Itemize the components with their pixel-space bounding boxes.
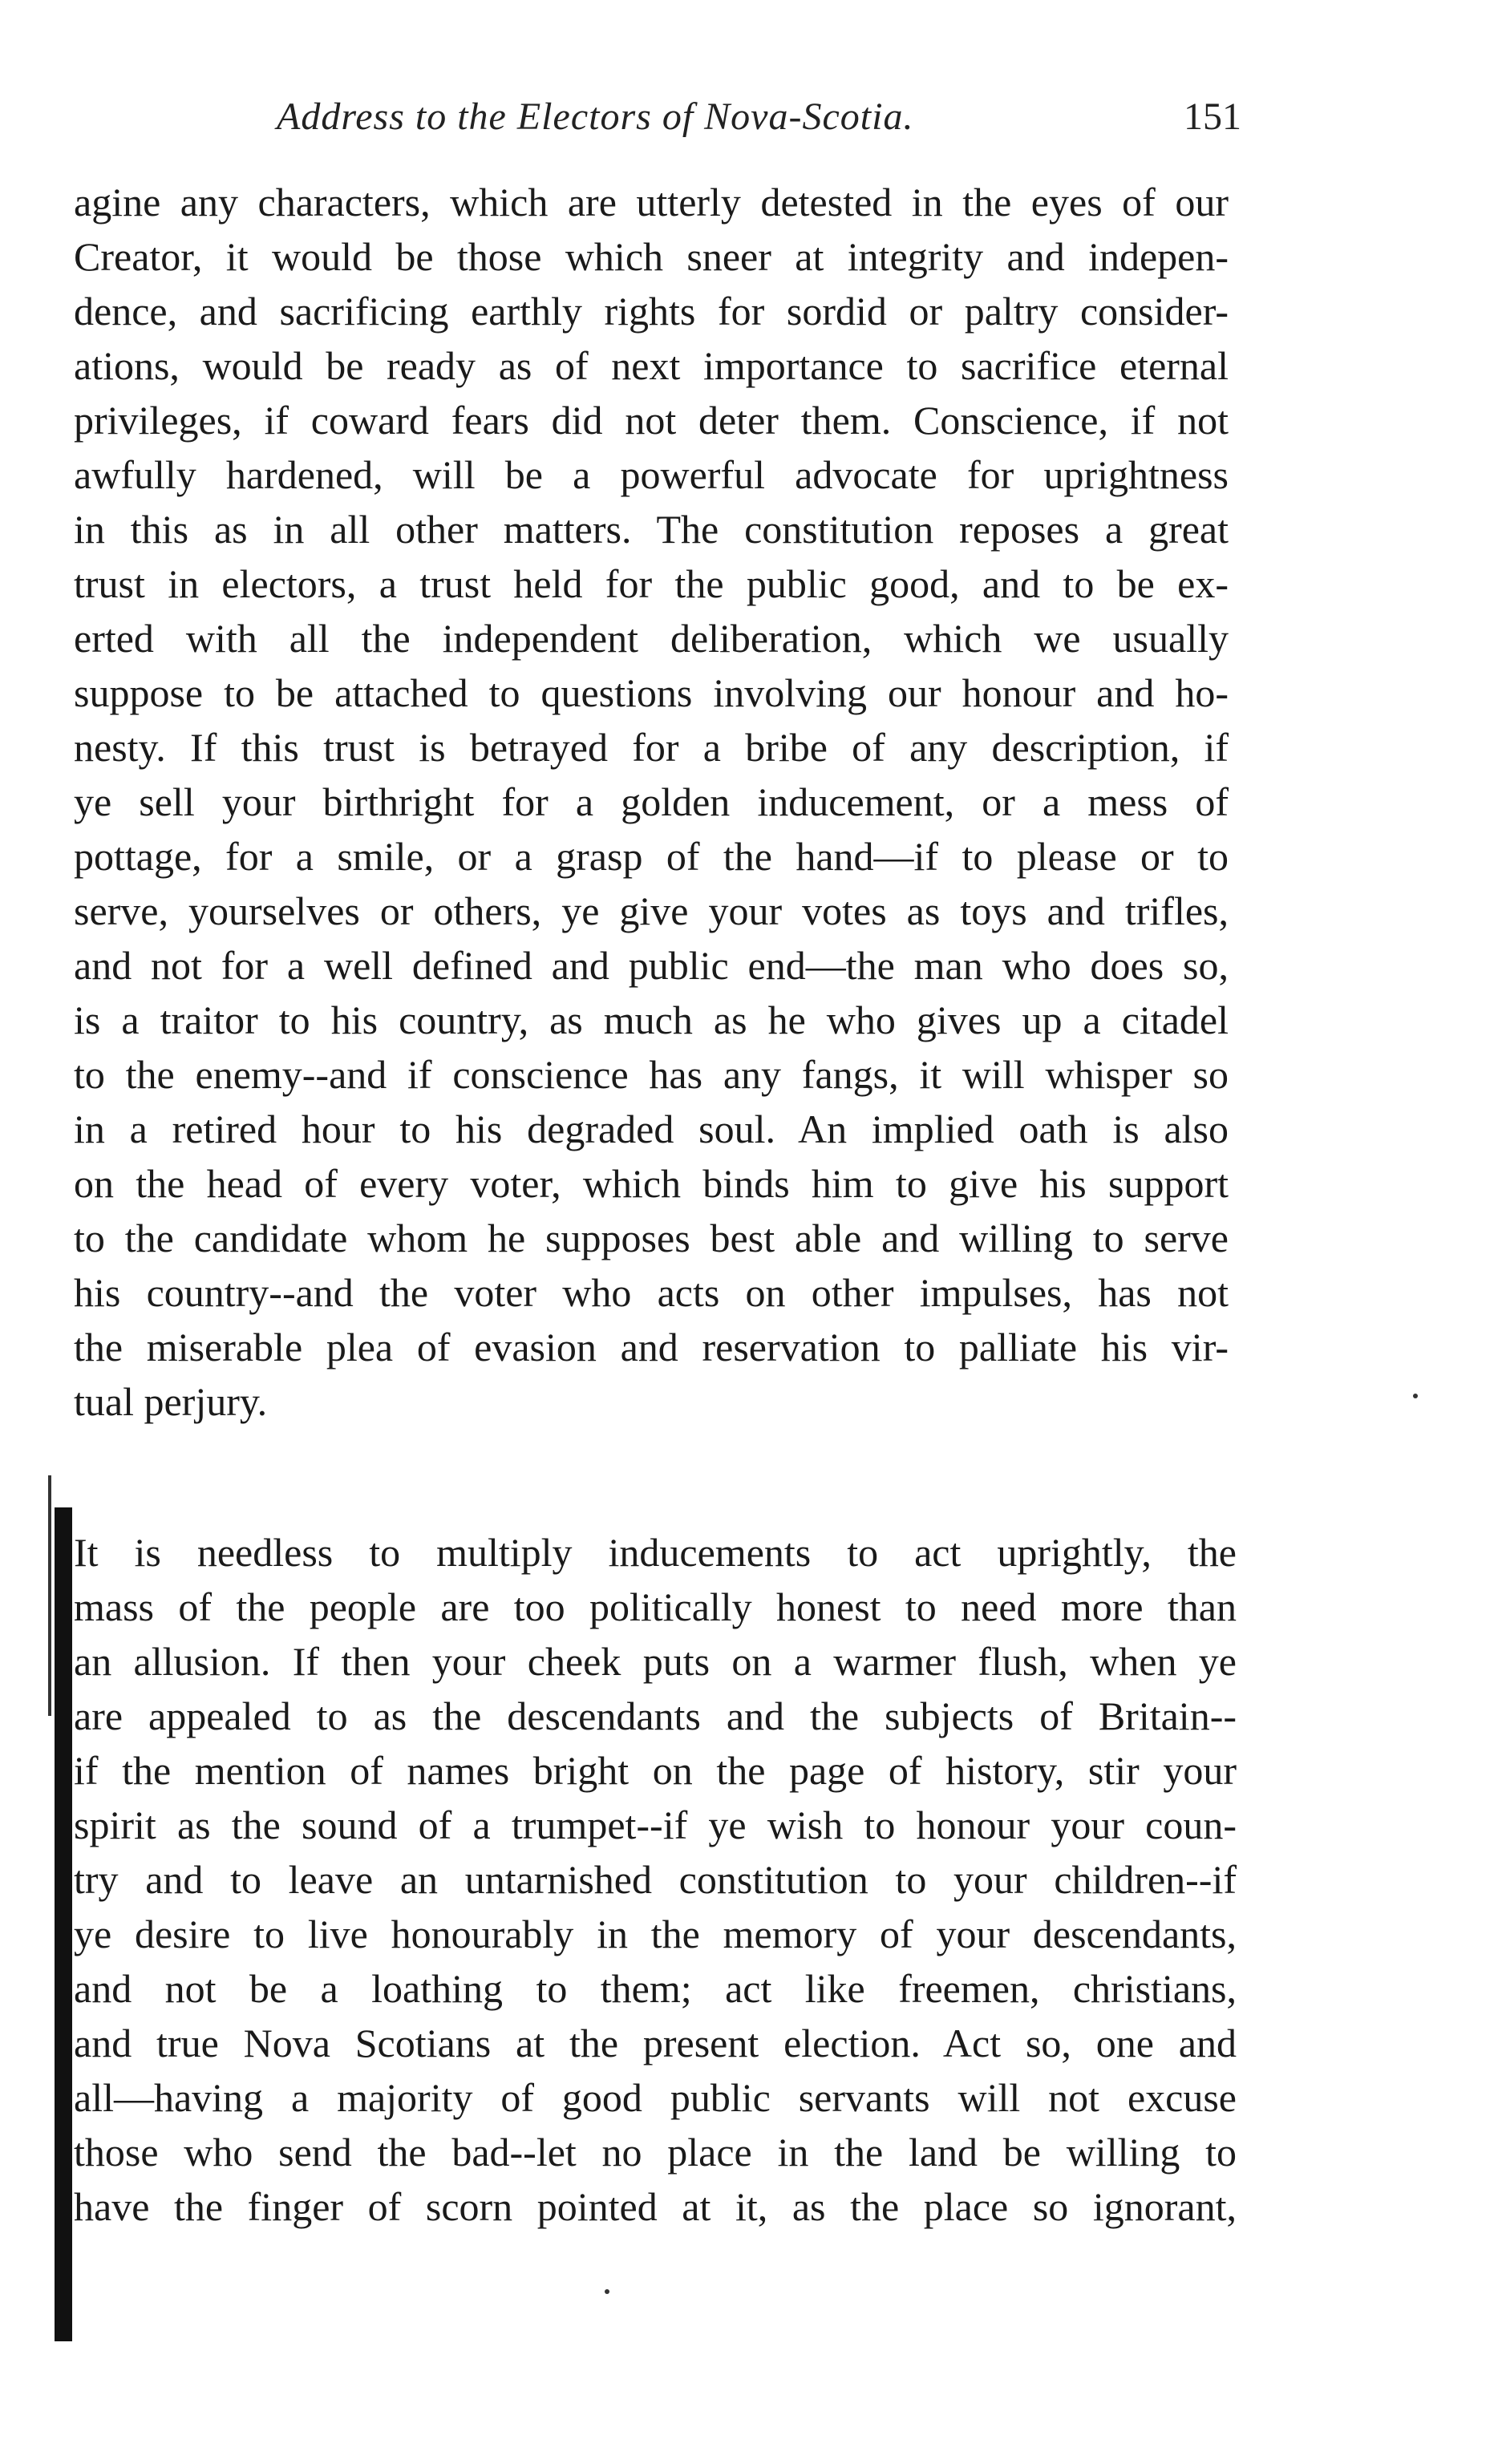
text-line: nesty. If this trust is betrayed for a bribe of any description, if xyxy=(74,725,1229,770)
text-line: if the mention of names bright on the page of history, stir your xyxy=(74,1748,1237,1793)
running-header xyxy=(0,95,1502,151)
margin-scan-mark xyxy=(55,1507,72,2341)
body-paragraph xyxy=(74,1525,1237,2234)
text-line: try and to leave an untarnished constitution to your children--if xyxy=(74,1857,1237,1902)
text-line: his country--and the voter who acts on other impulses, has not xyxy=(74,1270,1229,1315)
text-line: have the finger of scorn pointed at it, as the place so ignorant, xyxy=(74,2184,1237,2229)
ink-speck xyxy=(1413,1394,1418,1398)
text-line: in this as in all other matters. The constitution reposes a great xyxy=(74,507,1229,552)
body-paragraph xyxy=(74,175,1229,1429)
text-line: It is needless to multiply inducements to act uprightly, the xyxy=(74,1530,1237,1575)
text-line: in a retired hour to his degraded soul. An implied oath is also xyxy=(74,1107,1229,1151)
text-line: erted with all the independent deliberation, which we usually xyxy=(74,616,1229,661)
text-line: pottage, for a smile, or a grasp of the hand—if to please or to xyxy=(74,834,1229,879)
text-line: and not be a loathing to them; act like freemen, christians, xyxy=(74,1966,1237,2011)
page-number: 151 xyxy=(1184,95,1241,138)
text-line: is a traitor to his country, as much as he who gives up a citadel xyxy=(74,997,1229,1042)
text-line: to the candidate whom he supposes best able and willing to serve xyxy=(74,1216,1229,1260)
text-line: those who send the bad--let no place in the land be willing to xyxy=(74,2130,1237,2175)
text-line: mass of the people are too politically honest to need more than xyxy=(74,1584,1237,1629)
text-line: the miserable plea of evasion and reservation to palliate his vir- xyxy=(74,1325,1229,1370)
ink-speck xyxy=(605,2289,609,2294)
running-title: Address to the Electors of Nova-Scotia. xyxy=(277,95,914,138)
text-line: tual perjury. xyxy=(74,1379,268,1424)
text-line: an allusion. If then your cheek puts on a warmer flush, when ye xyxy=(74,1639,1237,1684)
text-line: Creator, it would be those which sneer at integrity and indepen- xyxy=(74,234,1229,279)
text-line: privileges, if coward fears did not deter them. Conscience, if not xyxy=(74,398,1229,443)
text-line: trust in electors, a trust held for the public good, and to be ex- xyxy=(74,561,1229,606)
text-line: all—having a majority of good public servants will not excuse xyxy=(74,2075,1237,2120)
text-line: suppose to be attached to questions involving our honour and ho- xyxy=(74,670,1229,715)
text-line: spirit as the sound of a trumpet--if ye wish to honour your coun- xyxy=(74,1802,1237,1847)
text-line: and true Nova Scotians at the present election. Act so, one and xyxy=(74,2021,1237,2065)
text-line: and not for a well defined and public end—the man who does so, xyxy=(74,943,1229,988)
text-line: to the enemy--and if conscience has any fangs, it will whisper so xyxy=(74,1052,1229,1097)
text-line: are appealed to as the descendants and the subjects of Britain-- xyxy=(74,1693,1237,1738)
text-line: ye desire to live honourably in the memory of your descendants, xyxy=(74,1912,1237,1956)
text-line: serve, yourselves or others, ye give your votes as toys and trifles, xyxy=(74,888,1229,933)
text-line: agine any characters, which are utterly detested in the eyes of our xyxy=(74,180,1229,225)
text-line: awfully hardened, will be a powerful advocate for uprightness xyxy=(74,452,1229,497)
text-line: dence, and sacrificing earthly rights for sordid or paltry consider- xyxy=(74,289,1229,334)
text-line: on the head of every voter, which binds him to give his support xyxy=(74,1161,1229,1206)
text-line: ations, would be ready as of next importance to sacrifice eternal xyxy=(74,343,1229,388)
text-line: ye sell your birthright for a golden inducement, or a mess of xyxy=(74,779,1229,824)
